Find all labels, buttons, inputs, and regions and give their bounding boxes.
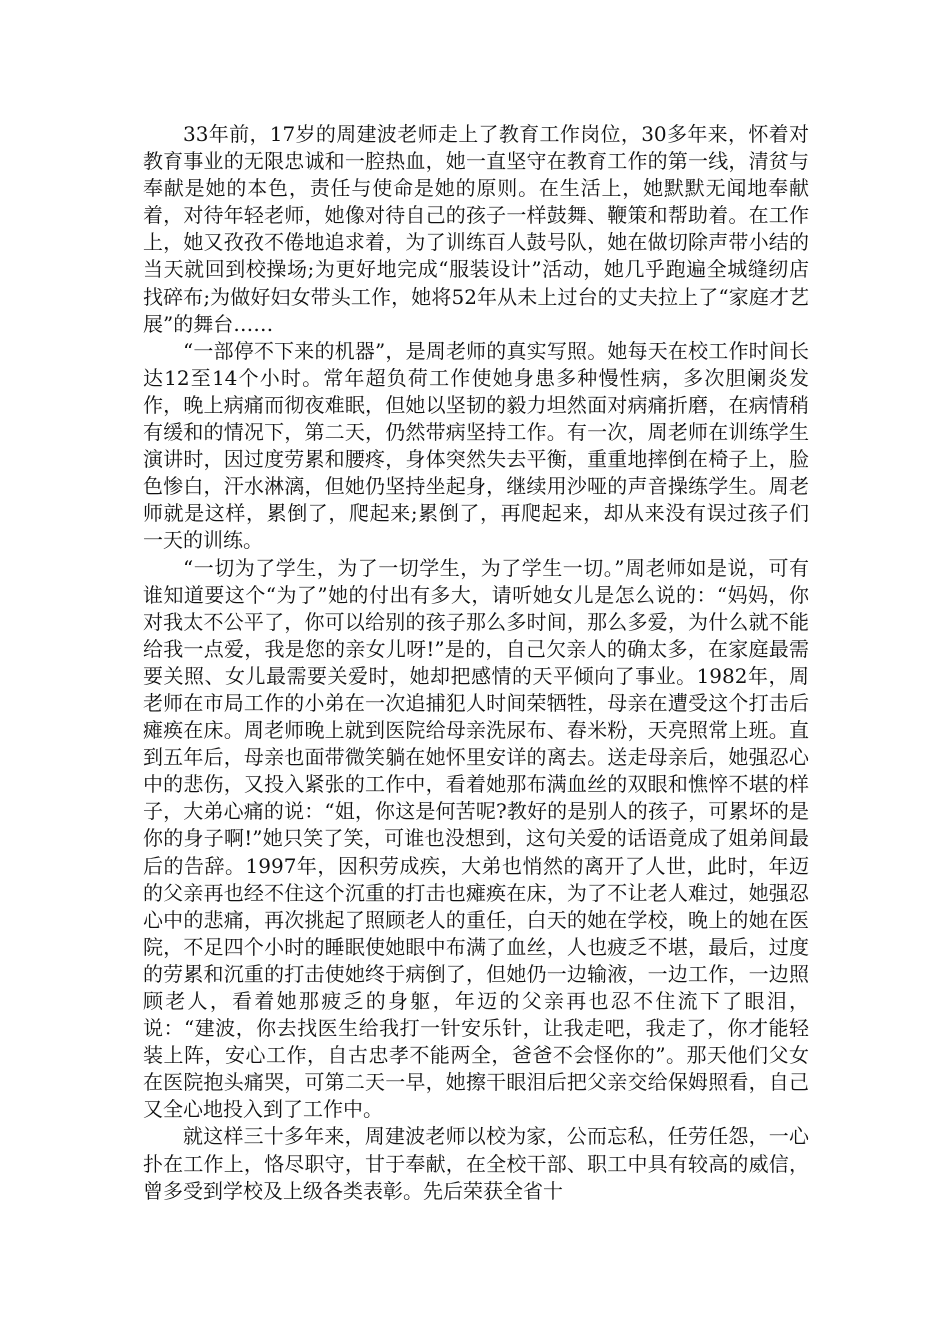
paragraph: 33年前，17岁的周建波老师走上了教育工作岗位，30多年来，怀着对教育事业的无限忠诚和一腔热血，她一直坚守在教育工作的第一线，清贫与奉献是她的本色，责任与使命是她的原则。在生活上，她默默无闻地奉献着，对待年轻老师，她像对待自己的孩子一样鼓舞、鞭策和帮助着。在工作上，她又孜孜不倦地追求着，为了训练百人鼓号队，她在做切除声带小结的当天就回到校操场;为更好地完成“服装设计”活动，她几乎跑遍全城缝纫店找碎布;为做好妇女带头工作，她将52年从未上过台的丈夫拉上了“家庭才艺展”的舞台…… bbox=[143, 122, 809, 336]
paragraph: 就这样三十多年来，周建波老师以校为家，公而忘私，任劳任怨，一心扑在工作上，恪尽职守，甘于奉献，在全校干部、职工中具有较高的威信，曾多受到学校及上级各类表彰。先后荣获全省十 bbox=[143, 1124, 809, 1203]
paragraph: “一部停不下来的机器”，是周老师的真实写照。她每天在校工作时间长达12至14个小时。常年超负荷工作使她身患多种慢性病，多次胆阑炎发作，晚上病痛而彻夜难眠，但她以坚韧的毅力坦然面对病痛折磨，在病情稍有缓和的情况下，第二天，仍然带病坚持工作。有一次，周老师在训练学生演讲时，因过度劳累和腰疼，身体突然失去平衡，重重地摔倒在椅子上，脸色惨白，汗水淋漓，但她仍坚持坐起身，继续用沙哑的声音操练学生。周老师就是这样，累倒了，爬起来;累倒了，再爬起来，却从来没有误过孩子们一天的训练。 bbox=[143, 338, 809, 553]
document-page bbox=[143, 121, 809, 1205]
paragraph: “一切为了学生，为了一切学生，为了学生一切。”周老师如是说，可有谁知道要这个“为了”她的付出有多大，请听她女儿是怎么说的：“妈妈，你对我太不公平了，你可以给别的孩子那么多时间，那么多爱，为什么就不能给我一点爱，我是您的亲女儿呀!”是的，自己欠亲人的确太多，在家庭最需要关照、女儿最需要关爱时，她却把感情的天平倾向了事业。1982年，周老师在市局工作的小弟在一次追捕犯人时间荣牺牲，母亲在遭受这个打击后瘫痪在床。周老师晚上就到医院给母亲洗尿布、舂米粉，天亮照常上班。直到五年后，母亲也面带微笑躺在她怀里安详的离去。送走母亲后，她强忍心中的悲伤，又投入紧张的工作中，看着她那布满血丝的双眼和憔悴不堪的样子，大弟心痛的说：“姐，你这是何苦呢?教好的是别人的孩子，可累坏的是你的身子啊!”她只笑了笑，可谁也没想到，这句关爱的话语竟成了姐弟间最后的告辞。1997年，因积劳成疾，大弟也悄然的离开了人世，此时，年迈的父亲再也经不住这个沉重的打击也瘫痪在床，为了不让老人难过，她强忍心中的悲痛，再次挑起了照顾老人的重任，白天的她在学校，晚上的她在医院，不足四个小时的睡眠使她眼中布满了血丝，人也疲乏不堪，最后，过度的劳累和沉重的打击使她终于病倒了，但她仍一边输液，一边工作，一边照顾老人，看着她那疲乏的身躯，年迈的父亲再也忍不住流下了眼泪，说：“建波，你去找医生给我打一针安乐针，让我走吧，我走了，你才能轻装上阵，安心工作，自古忠孝不能两全，爸爸不会怪你的”。那天他们父女在医院抱头痛哭，可第二天一早，她擦干眼泪后把父亲交给保姆照看，自己又全心地投入到了工作中。 bbox=[143, 555, 809, 1122]
